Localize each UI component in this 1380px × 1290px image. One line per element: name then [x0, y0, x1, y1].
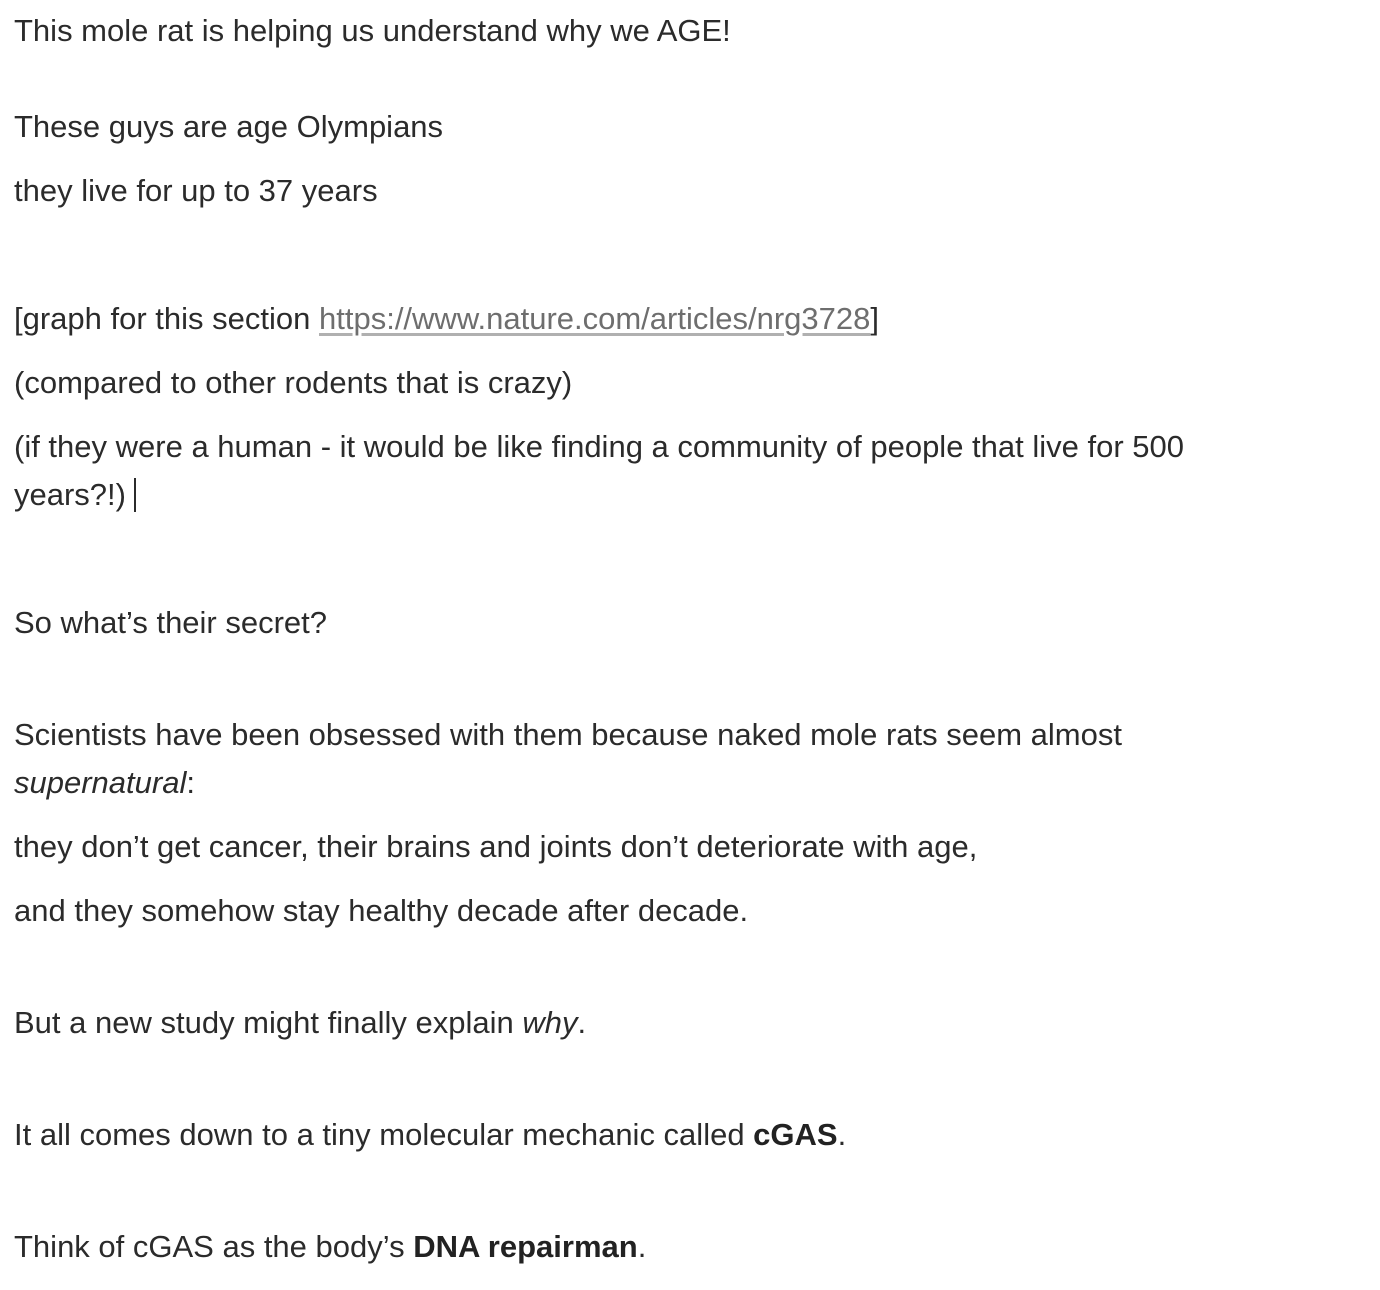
paragraph-repairman [14, 1223, 646, 1271]
study-suffix: . [577, 1005, 587, 1040]
scientists-suffix: : [186, 765, 195, 800]
olympians-text: These guys are age Olympians [14, 109, 444, 144]
paragraph-title [14, 7, 731, 55]
human-comparison-text: (if they were a human - it would be like finding a community of people that live for 500 years?!) [14, 429, 1185, 512]
cgas-bold: cGAS [753, 1117, 838, 1152]
cgas-text: It all comes down to a tiny molecular mechanic called [14, 1117, 754, 1152]
repair-suffix: . [637, 1229, 647, 1264]
graph-prefix-text: [graph for this section [14, 301, 319, 336]
study-text: But a new study might finally explain [14, 1005, 523, 1040]
repair-text: Think of cGAS as the body’s [14, 1229, 414, 1264]
paragraph-graph [14, 295, 879, 343]
paragraph-scientists [14, 711, 1304, 807]
paragraph-secret [14, 599, 327, 647]
graph-suffix-text: ] [870, 301, 879, 336]
paragraph-no-cancer [14, 823, 977, 871]
text-cursor [134, 478, 136, 512]
paragraph-study [14, 999, 586, 1047]
lifespan-text: they live for up to 37 years [14, 173, 378, 208]
no-cancer-text: they don’t get cancer, their brains and joints don’t deteriorate with age, [14, 829, 978, 864]
healthy-text: and they somehow stay healthy decade after decade. [14, 893, 749, 928]
paragraph-olympians [14, 103, 443, 151]
paragraph-healthy [14, 887, 748, 935]
paragraph-cgas [14, 1111, 846, 1159]
paragraph-human-comparison [14, 423, 1304, 519]
secret-question-text: So what’s their secret? [14, 605, 328, 640]
supernatural-emphasis: supernatural [14, 765, 187, 800]
title-text: This mole rat is helping us understand why we AGE! [14, 13, 731, 48]
why-emphasis: why [522, 1005, 578, 1040]
dna-repairman-bold: DNA repairman [413, 1229, 638, 1264]
paragraph-compared [14, 359, 572, 407]
compared-text: (compared to other rodents that is crazy) [14, 365, 573, 400]
scientists-text: Scientists have been obsessed with them because naked mole rats seem almost [14, 717, 1122, 752]
nature-article-link[interactable]: https://www.nature.com/articles/nrg3728 [319, 301, 871, 336]
cgas-suffix: . [837, 1117, 847, 1152]
paragraph-lifespan [14, 167, 378, 215]
